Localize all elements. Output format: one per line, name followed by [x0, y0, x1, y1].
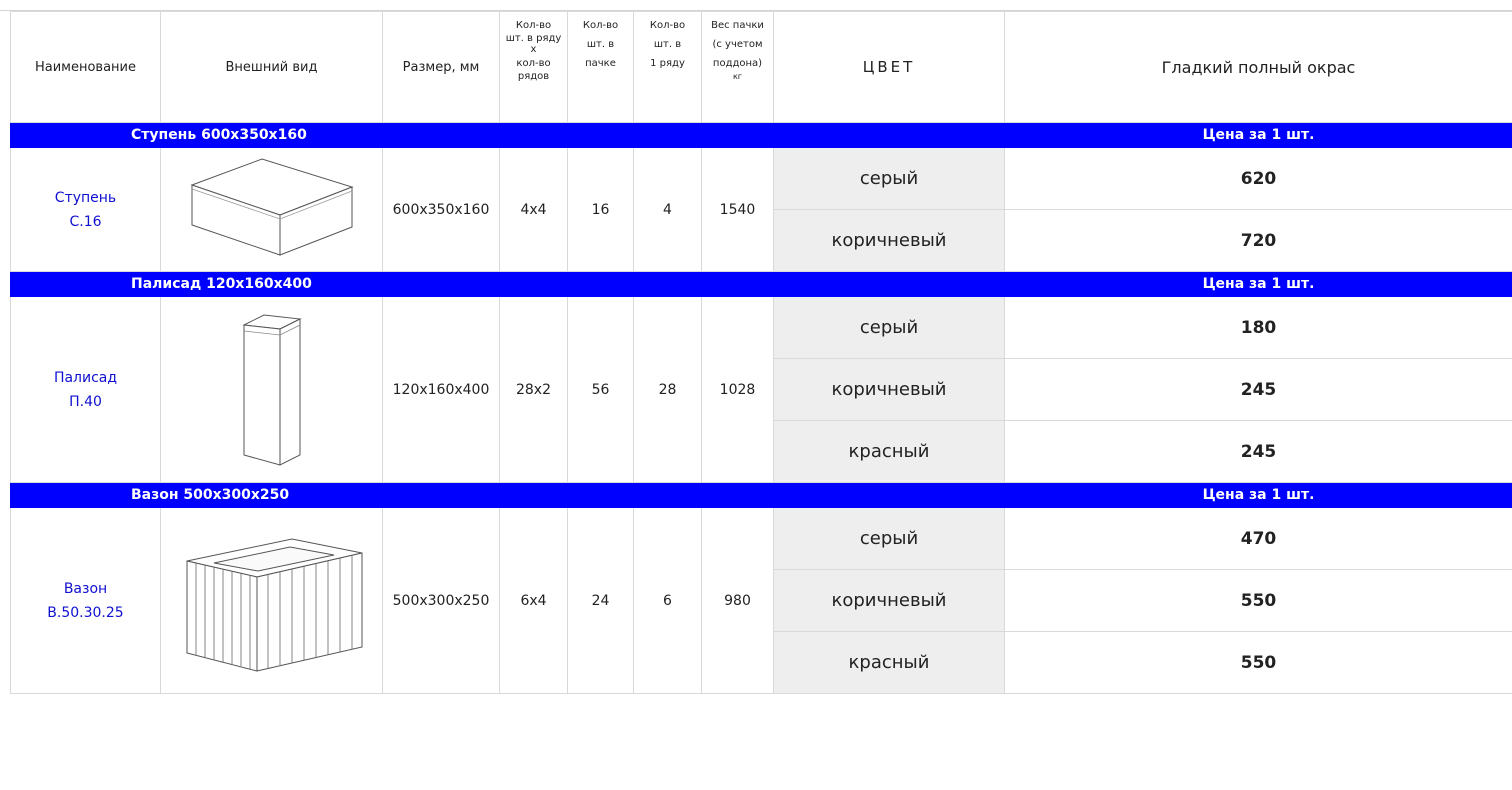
product-image-palisade: [161, 297, 383, 483]
color-cell: серый: [774, 508, 1005, 570]
header-per-row-l1: Кол-во: [515, 20, 552, 31]
product-name[interactable]: [11, 148, 161, 272]
product-weight: 1028: [702, 297, 774, 483]
header-per-row-l3: х: [530, 44, 537, 55]
product-name-line2[interactable]: В.50.30.25: [47, 604, 124, 621]
price-cell: 620: [1005, 148, 1512, 210]
product-row: [11, 508, 1512, 570]
header-weight-l2: (с учетом: [712, 39, 763, 50]
price-cell: 245: [1005, 359, 1512, 421]
section-bar: [11, 483, 1512, 508]
product-pack: 56: [568, 297, 634, 483]
section-title: Палисад 120х160х400: [11, 272, 774, 297]
product-row: [11, 297, 1512, 359]
product-size: 500х300х250: [383, 508, 500, 694]
product-name-line1[interactable]: Палисад: [53, 369, 118, 386]
section-price-label: Цена за 1 шт.: [1005, 123, 1512, 148]
product-per-row: 6: [634, 508, 702, 694]
product-pack: 24: [568, 508, 634, 694]
section-price-label: Цена за 1 шт.: [1005, 272, 1512, 297]
product-size: 600х350х160: [383, 148, 500, 272]
color-cell: коричневый: [774, 570, 1005, 632]
price-cell: 550: [1005, 570, 1512, 632]
product-per-row: 4: [634, 148, 702, 272]
header-weight: [702, 12, 774, 123]
header-name: Наименование: [11, 12, 161, 123]
header-per-row-l5: рядов: [517, 71, 550, 82]
header-size: Размер, мм: [383, 12, 500, 123]
header-smooth: Гладкий полный окрас: [1005, 12, 1512, 123]
section-spacer: [774, 483, 1005, 508]
section-spacer: [774, 123, 1005, 148]
product-name-line2[interactable]: С.16: [69, 213, 102, 230]
header-per-pack: [568, 12, 634, 123]
price-cell: 550: [1005, 632, 1512, 694]
header-per-row1-l1: Кол-во: [649, 20, 686, 31]
header-per-pack-l1: Кол-во: [582, 20, 619, 31]
price-cell: 245: [1005, 421, 1512, 483]
header-per-row-l4: кол-во: [516, 58, 551, 69]
header-per-row1: [634, 12, 702, 123]
product-rows: 6х4: [500, 508, 568, 694]
price-cell: 180: [1005, 297, 1512, 359]
product-name-line1[interactable]: Вазон: [63, 580, 108, 597]
product-image-step: [161, 148, 383, 272]
header-color: ЦВЕТ: [774, 12, 1005, 123]
section-bar: [11, 272, 1512, 297]
top-border: [0, 0, 1512, 11]
product-name[interactable]: [11, 508, 161, 694]
section-spacer: [774, 272, 1005, 297]
header-weight-l4: кг: [732, 72, 743, 81]
product-weight: 1540: [702, 148, 774, 272]
product-per-row: 28: [634, 297, 702, 483]
product-size: 120х160х400: [383, 297, 500, 483]
product-pack: 16: [568, 148, 634, 272]
price-cell: 720: [1005, 210, 1512, 272]
color-cell: красный: [774, 421, 1005, 483]
header-appearance: Внешний вид: [161, 12, 383, 123]
product-row: [11, 148, 1512, 210]
color-cell: серый: [774, 297, 1005, 359]
color-cell: коричневый: [774, 210, 1005, 272]
color-cell: коричневый: [774, 359, 1005, 421]
product-name[interactable]: [11, 297, 161, 483]
section-price-label: Цена за 1 шт.: [1005, 483, 1512, 508]
color-cell: серый: [774, 148, 1005, 210]
price-table: [10, 11, 1512, 694]
header-per-row: [500, 12, 568, 123]
header-per-pack-l2: шт. в: [586, 39, 615, 50]
header-weight-l1: Вес пачки: [711, 20, 764, 31]
planter-image: [172, 521, 372, 681]
section-bar: [11, 123, 1512, 148]
section-title: Ступень 600х350х160: [11, 123, 774, 148]
header-per-pack-l3: пачке: [585, 58, 616, 69]
palisade-image: [222, 305, 322, 475]
section-title: Вазон 500х300х250: [11, 483, 774, 508]
header-per-row-l2: шт. в ряду: [505, 33, 562, 44]
product-name-line2[interactable]: П.40: [69, 393, 102, 410]
header-per-row1-l3: 1 ряду: [650, 58, 685, 69]
header-row: [11, 12, 1512, 123]
product-rows: 28х2: [500, 297, 568, 483]
product-image-planter: [161, 508, 383, 694]
header-per-row1-l2: шт. в: [653, 39, 682, 50]
product-rows: 4х4: [500, 148, 568, 272]
product-weight: 980: [702, 508, 774, 694]
price-cell: 470: [1005, 508, 1512, 570]
step-block-image: [182, 155, 362, 265]
color-cell: красный: [774, 632, 1005, 694]
product-name-line1[interactable]: Ступень: [54, 189, 117, 206]
header-weight-l3: поддона): [712, 58, 763, 69]
